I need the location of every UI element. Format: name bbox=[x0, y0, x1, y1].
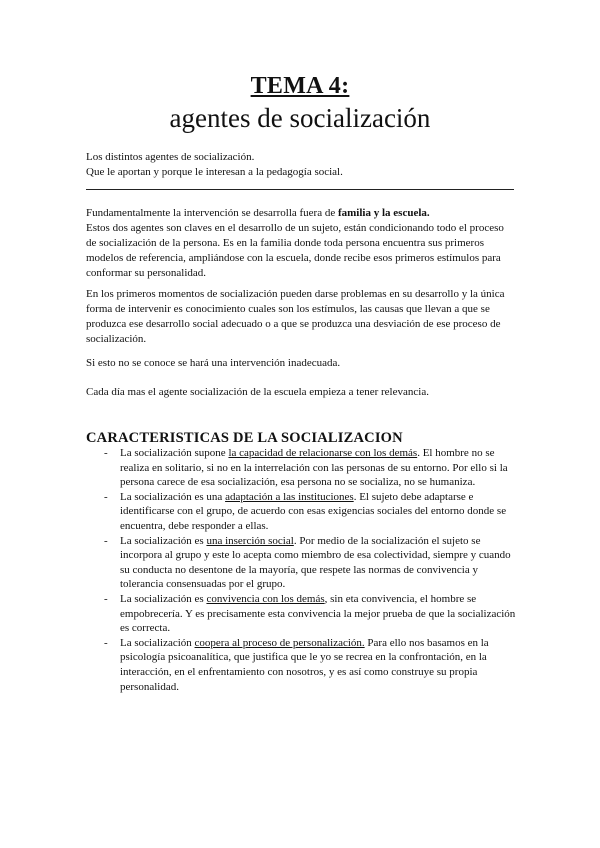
paragraph-1-lead-bold: familia y la escuela. bbox=[337, 207, 430, 219]
list-item-text: La socialización bbox=[120, 636, 195, 649]
list-dash: - bbox=[104, 534, 108, 547]
list-item-underlined: coopera al proceso de personalización. bbox=[194, 636, 365, 649]
intro-line-2: Que le aportan y porque le interesan a la pedagogía social. bbox=[86, 166, 343, 178]
characteristics-list bbox=[86, 446, 516, 694]
list-item-text: La socialización supone bbox=[120, 447, 229, 459]
paragraph-1 bbox=[86, 206, 516, 281]
intro-block bbox=[86, 150, 516, 180]
list-item-text: La socialización es bbox=[120, 592, 207, 605]
list-item-underlined: una inserción social bbox=[206, 534, 294, 547]
page-subtitle: agentes de socialización bbox=[169, 103, 431, 133]
horizontal-divider bbox=[86, 189, 514, 190]
paragraph-1-lead: Fundamentalmente la intervención se desarrolla fuera de bbox=[86, 207, 338, 219]
title-block bbox=[0, 72, 600, 134]
list-item bbox=[86, 592, 516, 636]
list-item bbox=[86, 534, 516, 592]
list-dash: - bbox=[104, 592, 108, 605]
list-dash: - bbox=[104, 490, 108, 503]
intro-line-1: Los distintos agentes de socialización. bbox=[86, 151, 255, 163]
paragraph-4 bbox=[86, 385, 516, 400]
list-item-text: , sin eta convivencia, el hombre se empobrecería. Y es precisamente esta convivencia la mejor prueba de que la socialización es correcta. bbox=[120, 592, 516, 635]
paragraph-1-body: Estos dos agentes son claves en el desarrollo de un sujeto, están condicionando todo el proceso de socialización de la persona. Es en la familia donde toda persona encuentra sus primeros modelos de referencia, ampliándose con la escuela, donde recibe esos primeros estímulos para conformar su personalidad. bbox=[86, 222, 504, 279]
list-item bbox=[86, 636, 516, 694]
list-dash: - bbox=[104, 447, 108, 459]
list-item-text: La socialización es una bbox=[120, 490, 226, 503]
paragraph-2-text: En los primeros momentos de socialización pueden darse problemas en su desarrollo y la única forma de intervenir es conocimiento cuales son los estímulos, las causas que llevan a que se produzca ese desarrollo social adecuado o a que se produzca una desviación de ese proceso de socialización. bbox=[86, 288, 505, 345]
list-item-underlined: la capacidad de relacionarse con los demás bbox=[228, 447, 418, 459]
list-item bbox=[86, 490, 516, 534]
paragraph-3 bbox=[86, 356, 516, 371]
list-item-text: La socialización es bbox=[120, 534, 207, 547]
paragraph-2 bbox=[86, 287, 516, 347]
list-item-underlined: convivencia con los demás bbox=[206, 592, 325, 605]
list-item-text: . El hombre no se realiza en solitario, si no en la interrelación con las personas de su entorno. Por ello si la persona carece de esa socialización, esa persona no se socializa, no se humaniza. bbox=[120, 447, 508, 489]
list-item-text: . El sujeto debe adaptarse e identificarse con el grupo, de acuerdo con esas exigencias sociales del entorno donde se encuentra, debe responder a ellas. bbox=[120, 490, 507, 532]
list-item-text: Para ello nos basamos en la psicología psicoanalítica, que justifica que le yo se recrea en la confrontación, en la interacción, en el enfrentamiento con nosotros, y es así como construye su propia personalidad. bbox=[120, 636, 489, 693]
list-item bbox=[86, 446, 516, 490]
section-heading: CARACTERISTICAS DE LA SOCIALIZACION bbox=[86, 430, 403, 446]
list-dash: - bbox=[104, 636, 108, 649]
paragraph-3-text: Si esto no se conoce se hará una intervención inadecuada. bbox=[86, 357, 341, 369]
page-title: TEMA 4: bbox=[250, 73, 350, 99]
paragraph-4-text: Cada día mas el agente socialización de la escuela empieza a tener relevancia. bbox=[86, 386, 429, 398]
list-item-underlined: adaptación a las instituciones bbox=[225, 490, 354, 503]
list-item-text: . Por medio de la socialización el sujeto se incorpora al grupo y este lo acepta como miembro de esa colectividad, siempre y cuando su conducta no desentone de la mayoría, que respete las normas de convivencia y tolerancia consensuadas por el grupo. bbox=[120, 534, 511, 591]
